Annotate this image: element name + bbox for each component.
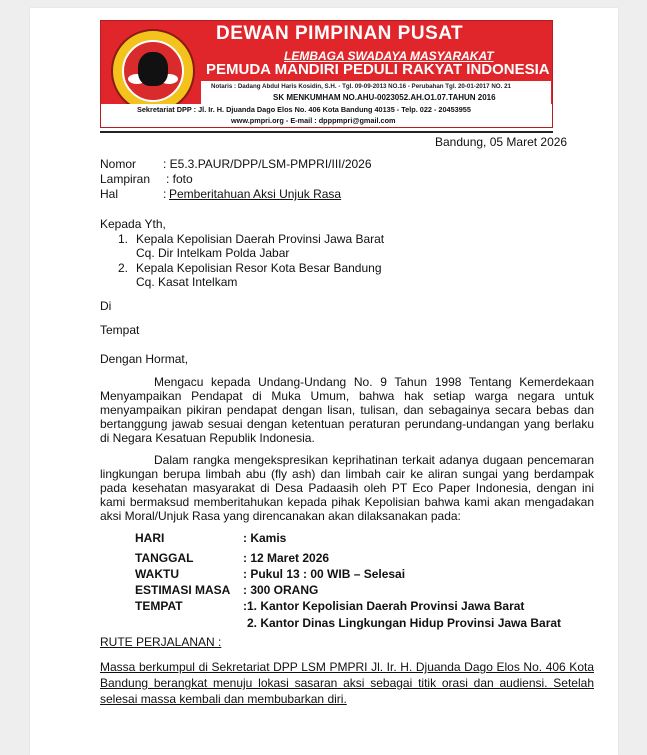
schedule-hari-value: : Kamis [243, 531, 287, 545]
letter-page [30, 8, 618, 755]
di-label: Di [100, 299, 112, 313]
organization-logo [111, 29, 195, 113]
letterhead-banner [100, 20, 553, 128]
route-heading: RUTE PERJALANAN : [100, 635, 222, 649]
letterhead-secretariat: Sekretariat DPP : Jl. Ir. H. Djuanda Dago Elos No. 406 Kota Bandung 40135 - Telp. 022 - 20453955 [137, 105, 471, 114]
paragraph-2: Dalam rangka mengekspresikan keprihatinan terkait adanya dugaan pencemaran lingkungan berupa limbah abu (fly ash) dan limbah cair ke aliran sungai yang berdampak pada kesehatan masyarakat di Desa Padaasih oleh PT Eco Paper Indonesia, dengan ini kami bermaksud memberitahukan kepada pihak Kepolisian bahwa kami akan mengadakan aksi Moral/Unjuk Rasa yang direncanakan akan dilaksanakan pada: [100, 453, 594, 523]
schedule-tanggal-value: : 12 Maret 2026 [243, 551, 330, 565]
letterhead-title: DEWAN PIMPINAN PUSAT [216, 23, 464, 44]
recipient-2-number: 2. [118, 261, 129, 275]
recipient-1-number: 1. [118, 232, 129, 246]
date-line: Bandung, 05 Maret 2026 [435, 135, 568, 149]
route-text: Massa berkumpul di Sekretariat DPP LSM PMPRI Jl. Ir. H. Djuanda Dago Elos No. 406 Kota Bandung berangkat menuju lokasi sasaran aksi sebagai titik orasi dan audiensi. Setelah selesai massa kembali dan membubarkan diri. [100, 660, 594, 706]
schedule-tempat-value-1: :1. Kantor Kepolisian Daerah Provinsi Jawa Barat [243, 599, 525, 613]
paragraph-1: Mengacu kepada Undang-Undang No. 9 Tahun 1998 Tentang Kemerdekaan Menyampaikan Pendapat di Muka Umum, bahwa hak setiap warga negara untuk menyampaikan pikiran pendapat dengan lisan, tulisan, dan sebagainya secara bebas dan bertanggung jawab sesuai dengan ketentuan peraturan perundang-undangan yang berlaku di Negara Kesatuan Republik Indonesia. [100, 375, 594, 445]
schedule-tanggal-label: TANGGAL [135, 551, 194, 565]
nomor-label: Nomor [100, 157, 137, 171]
nomor-value: : E5.3.PAUR/DPP/LSM-PMPRI/III/2026 [163, 157, 372, 171]
letterhead-org-name: PEMUDA MANDIRI PEDULI RAKYAT INDONESIA [206, 61, 550, 78]
schedule-tempat-label: TEMPAT [135, 599, 183, 613]
letterhead-divider [100, 131, 553, 133]
letterhead-sk: SK MENKUMHAM NO.AHU-0023052.AH.O1.07.TAHUN 2016 [273, 93, 496, 102]
schedule-waktu-value: : Pukul 13 : 00 WIB – Selesai [243, 567, 406, 581]
letterhead-contact: www.pmpri.org - E-mail : dpppmpri@gmail.com [231, 116, 396, 125]
hal-colon: : [163, 187, 167, 201]
recipient-2-line2: Cq. Kasat Intelkam [136, 275, 238, 289]
lampiran-label: Lampiran [100, 172, 151, 186]
schedule-estimasi-label: ESTIMASI MASA [135, 583, 231, 597]
recipient-1-line1: Kepala Kepolisian Daerah Provinsi Jawa Barat [136, 232, 385, 246]
lampiran-value: : foto [166, 172, 193, 186]
schedule-waktu-label: WAKTU [135, 567, 179, 581]
schedule-tempat-value-2: 2. Kantor Dinas Lingkungan Hidup Provinsi Jawa Barat [247, 616, 562, 630]
tempat-label: Tempat [100, 323, 140, 337]
salutation: Dengan Hormat, [100, 352, 189, 366]
recipient-greeting: Kepada Yth, [100, 217, 166, 231]
hal-label: Hal [100, 187, 119, 201]
panther-icon [138, 52, 168, 86]
letterhead-subtitle: LEMBAGA SWADAYA MASYARAKAT [284, 49, 494, 63]
letterhead-notaris: Notaris : Dadang Abdul Haris Kosidin, S.H. - Tgl. 09-09-2013 NO.16 - Perubahan Tgl. 20-01-2017 NO. 21 [211, 83, 511, 90]
recipient-1-line2: Cq. Dir Intelkam Polda Jabar [136, 246, 290, 260]
hal-value: Pemberitahuan Aksi Unjuk Rasa [169, 187, 342, 201]
recipient-2-line1: Kepala Kepolisian Resor Kota Besar Bandung [136, 261, 382, 275]
schedule-estimasi-value: : 300 ORANG [243, 583, 319, 597]
schedule-hari-label: HARI [135, 531, 165, 545]
